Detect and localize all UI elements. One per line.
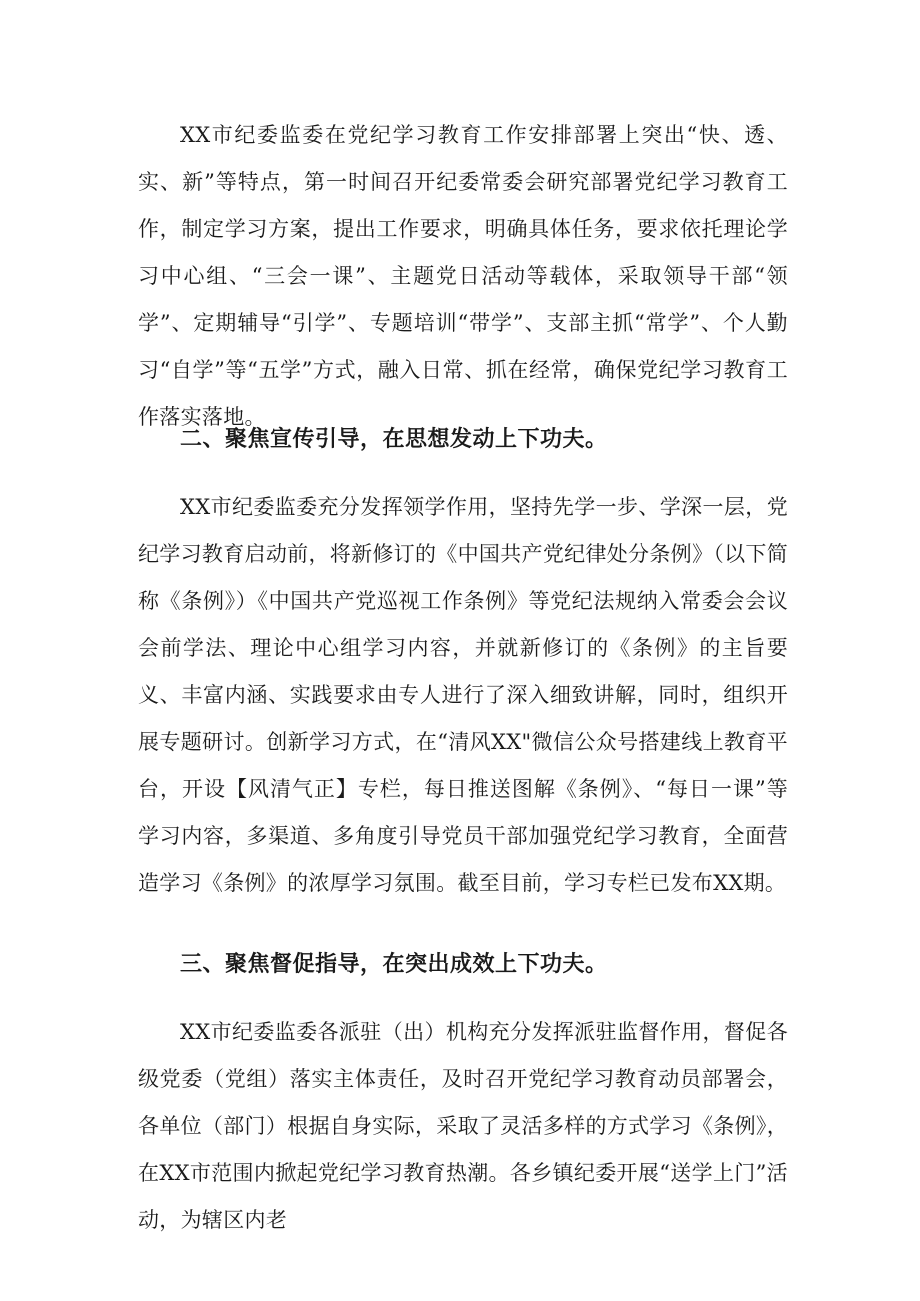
body-paragraph-1: XX市纪委监委在党纪学习教育工作安排部署上突出“快、透、实、新”等特点，第一时间召开纪委常委会研究部署党纪学习教育工作，制定学习方案，提出工作要求，明确具体任务，要求依托理论学习中心组、“三会一课”、主题党日活动等载体，采取领导干部“领学”、定期辅导“引学”、专题培训“带学”、支部主抓“常学”、个人勤习“自学”等“五学”方式，融入日常、抓在经常，确保党纪学习教育工作落实落地。: [138, 123, 788, 429]
body-paragraph-3: XX市纪委监委各派驻（出）机构充分发挥派驻监督作用，督促各级党委（党组）落实主体责任，及时召开党纪学习教育动员部署会，各单位（部门）根据自身实际，采取了灵活多样的方式学习《条例》，在XX市范围内掀起党纪学习教育热潮。各乡镇纪委开展“送学上门”活动，为辖区内老: [138, 1020, 788, 1232]
section-heading-3: 三、聚焦督促指导，在突出成效上下功夫。: [180, 952, 608, 977]
body-paragraph-2: XX市纪委监委充分发挥领学作用，坚持先学一步、学深一层，党纪学习教育启动前，将新修订的《中国共产党纪律处分条例》（以下简称《条例》）《中国共产党巡视工作条例》等党纪法规纳入常委会会议会前学法、理论中心组学习内容，并就新修订的《条例》的主旨要义、丰富内涵、实践要求由专人进行了深入细致讲解，同时，组织开展专题研讨。创新学习方式，在“清风XX"微信公众号搭建线上教育平台，开设【风清气正】专栏，每日推送图解《条例》、“每日一课”等学习内容，多渠道、多角度引导党员干部加强党纪学习教育，全面营造学习《条例》的浓厚学习氛围。截至目前，学习专栏已发布XX期。: [138, 495, 788, 895]
section-heading-2: 二、聚焦宣传引导，在思想发动上下功夫。: [180, 427, 608, 452]
